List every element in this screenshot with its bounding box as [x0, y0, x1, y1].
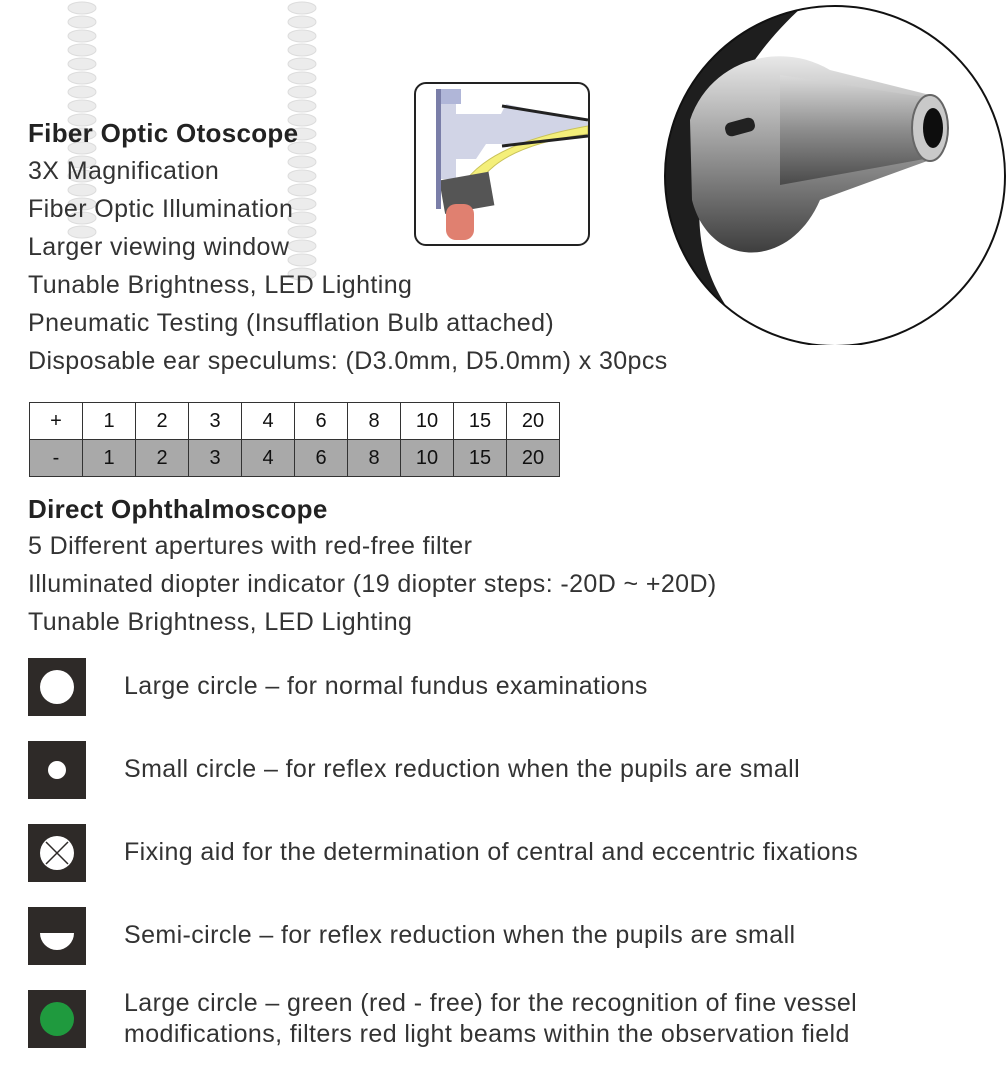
ophthalmoscope-feature-brightness: Tunable Brightness, LED Lighting: [28, 608, 413, 636]
diopter-cell: 2: [136, 403, 189, 440]
diopter-cell: +: [30, 403, 83, 440]
diopter-cell: 20: [507, 440, 560, 477]
otoscope-feature-brightness: Tunable Brightness, LED Lighting: [28, 271, 413, 299]
aperture-description: Large circle – for normal fundus examinations: [124, 672, 648, 700]
aperture-item-small-circle: [28, 741, 988, 801]
diopter-minus-row: [30, 440, 560, 477]
diopter-cell: 20: [507, 403, 560, 440]
diopter-cell: 10: [401, 440, 454, 477]
diopter-cell: 4: [242, 403, 295, 440]
aperture-item-green-circle: [28, 990, 988, 1054]
diopter-cell: -: [30, 440, 83, 477]
aperture-item-large-circle: [28, 658, 988, 718]
otoscope-feature-window: Larger viewing window: [28, 233, 290, 261]
diopter-cell: 6: [295, 440, 348, 477]
diopter-cell: 8: [348, 440, 401, 477]
diopter-cell: 15: [454, 440, 507, 477]
aperture-description: Small circle – for reflex reduction when the pupils are small: [124, 755, 801, 783]
otoscope-feature-speculums: Disposable ear speculums: (D3.0mm, D5.0mm) x 30pcs: [28, 347, 668, 375]
otoscope-title: Fiber Optic Otoscope: [28, 118, 299, 148]
diopter-cell: 3: [189, 440, 242, 477]
diopter-cell: 8: [348, 403, 401, 440]
ophthalmoscope-feature-diopter: Illuminated diopter indicator (19 diopter steps: -20D ~ +20D): [28, 570, 717, 598]
fiber-optic-diagram: [414, 82, 590, 246]
diopter-cell: 4: [242, 440, 295, 477]
semi-circle-icon: [28, 907, 86, 965]
diopter-cell: 1: [83, 440, 136, 477]
diopter-plus-row: [30, 403, 560, 440]
diopter-table: [29, 402, 560, 477]
aperture-description-line1: Large circle – green (red - free) for the recognition of fine vessel: [124, 989, 858, 1017]
aperture-description-line2: modifications, filters red light beams within the observation field: [124, 1020, 850, 1048]
otoscope-head-image: [630, 0, 1008, 345]
ophthalmoscope-title: Direct Ophthalmoscope: [28, 494, 328, 524]
small-circle-icon: [28, 741, 86, 799]
diopter-cell: 15: [454, 403, 507, 440]
green-circle-icon: [28, 990, 86, 1048]
diopter-cell: 1: [83, 403, 136, 440]
diopter-cell: 6: [295, 403, 348, 440]
ophthalmoscope-feature-apertures: 5 Different apertures with red-free filter: [28, 532, 473, 560]
otoscope-feature-magnification: 3X Magnification: [28, 157, 220, 185]
aperture-item-fixation: [28, 824, 988, 884]
aperture-description: Semi-circle – for reflex reduction when the pupils are small: [124, 921, 796, 949]
diopter-cell: 10: [401, 403, 454, 440]
fixation-cross-icon: [28, 824, 86, 882]
diopter-cell: 3: [189, 403, 242, 440]
otoscope-feature-pneumatic: Pneumatic Testing (Insufflation Bulb attached): [28, 309, 555, 337]
aperture-description: Fixing aid for the determination of central and eccentric fixations: [124, 838, 859, 866]
large-circle-icon: [28, 658, 86, 716]
aperture-item-semi-circle: [28, 907, 988, 967]
diopter-cell: 2: [136, 440, 189, 477]
otoscope-feature-illumination: Fiber Optic Illumination: [28, 195, 294, 223]
